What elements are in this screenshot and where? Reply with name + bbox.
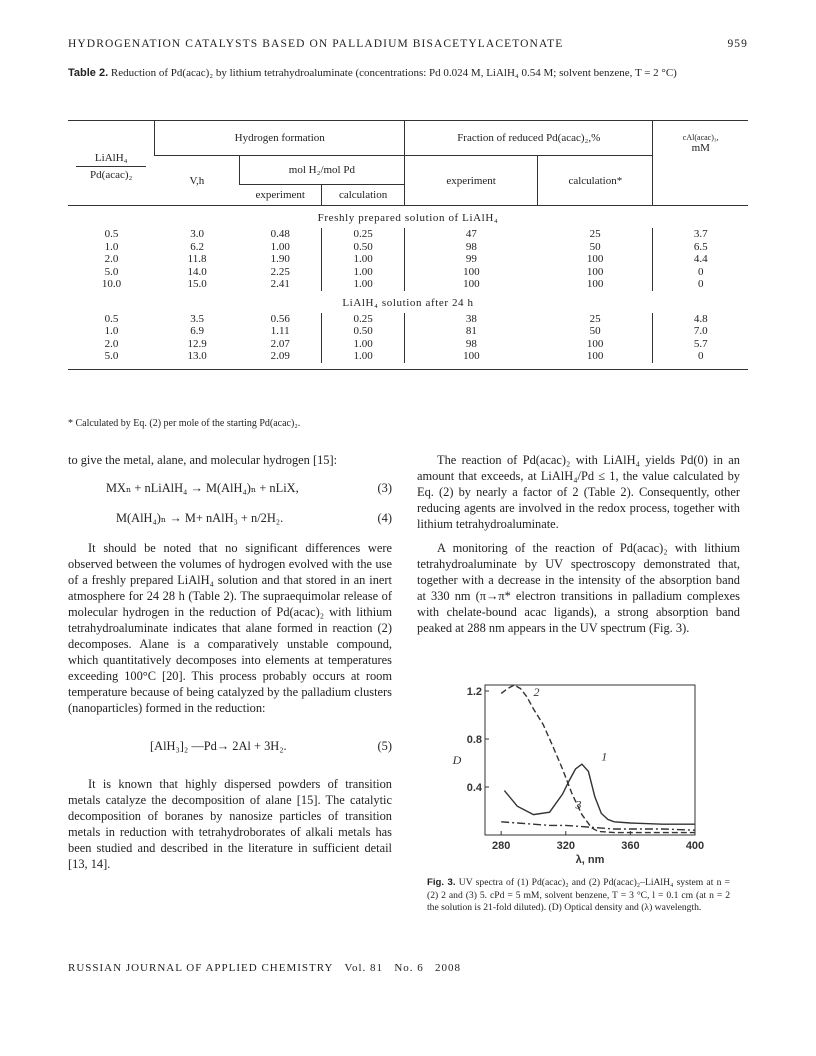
table-caption-text: Reduction of Pd(acac)₂ by lithium tetrahydroaluminate (concentrations: Pd 0.024 M, LiAlH₄ 0.54 M; solvent benzene, T = 2 °C) xyxy=(110,67,677,79)
equation-4 xyxy=(116,510,392,526)
table-cell: 3.5 xyxy=(190,312,204,325)
header-ratio-denominator: Pd(acac)₂ xyxy=(90,168,133,181)
equation-4-number: (4) xyxy=(377,511,392,525)
header-ratio xyxy=(68,121,155,206)
footer-issue: No. 6 xyxy=(394,962,424,974)
table-cell: 1.00 xyxy=(322,278,405,291)
right-column xyxy=(417,452,740,636)
table-row xyxy=(68,278,748,291)
x-tick-label: 280 xyxy=(491,840,511,852)
y-axis-label: D xyxy=(452,753,462,767)
table-cell: 1.00 xyxy=(322,338,405,351)
table-cell: 2.0 xyxy=(104,337,119,350)
table-cell: 99 xyxy=(405,253,538,266)
table-cell: 0 xyxy=(653,278,748,291)
x-tick-label: 400 xyxy=(685,840,705,852)
table-cell: 3.7 xyxy=(653,228,748,241)
table-cell: 0.56 xyxy=(270,312,290,325)
table-cell: 0.50 xyxy=(322,241,405,254)
table-cell: 0.48 xyxy=(270,228,290,240)
y-tick-label: 1.2 xyxy=(466,686,482,698)
figure-caption xyxy=(427,877,730,915)
table-cell: 50 xyxy=(589,240,601,253)
table-cell: 6.9 xyxy=(190,325,204,337)
page-number: 959 xyxy=(727,38,748,50)
table-cell: 1.11 xyxy=(270,325,290,337)
curve-label-2: 2 xyxy=(533,684,540,699)
table-cell: 4.4 xyxy=(653,253,748,266)
spectrum-curve-2 xyxy=(501,685,695,833)
table-cell: 0 xyxy=(653,350,748,363)
header-mol-experiment: experiment xyxy=(255,189,305,201)
table-cell: 3.0 xyxy=(190,228,204,240)
table-cell: 98 xyxy=(405,241,538,254)
footer-journal: RUSSIAN JOURNAL OF APPLIED CHEMISTRY xyxy=(68,962,334,974)
header-conc-symbol: cAl(acac)₃, xyxy=(682,133,719,142)
journal-footer xyxy=(68,962,461,974)
table-cell: 25 xyxy=(589,228,601,240)
table-cell: 2.07 xyxy=(270,337,290,350)
equation-5-text: [AlH₃]₂ —Pd→ 2Al + 3H₂. xyxy=(150,739,287,753)
table-cell: 6.2 xyxy=(190,240,204,253)
curve-label-1: 1 xyxy=(601,749,608,764)
table-row xyxy=(68,266,748,279)
table-cell: 100 xyxy=(405,266,538,279)
x-tick-label: 320 xyxy=(556,840,575,852)
y-tick-label: 0.8 xyxy=(466,734,482,746)
table-cell: 5.7 xyxy=(653,338,748,351)
equation-5 xyxy=(150,738,392,754)
rows-fresh xyxy=(68,228,748,291)
running-title: HYDROGENATION CATALYSTS BASED ON PALLADIUM BISACETYLACETONATE xyxy=(68,38,564,50)
table-row xyxy=(68,313,748,326)
header-hydrogen-formation: Hydrogen formation xyxy=(155,121,405,156)
table-cell: 0 xyxy=(653,266,748,279)
footer-year: 2008 xyxy=(435,962,462,974)
table-cell: 0.5 xyxy=(104,228,119,240)
table-cell: 1.00 xyxy=(322,253,405,266)
table-cell: 81 xyxy=(405,325,538,338)
table-cell: 5.0 xyxy=(104,350,119,362)
rows-aged xyxy=(68,313,748,363)
header-volume: V,​h xyxy=(189,174,205,187)
x-tick-label: 360 xyxy=(621,840,640,852)
left-paragraph-2: It should be noted that no significant differences were observed between the volumes of hydrogen evolved with the use of a freshly prepared LiAlH₄ solution and that stored in an inert atmosphere for 24 28 h (Table 2). The supraequimolar release of molecular hydrogen in the reduction of Pd(acac)₂ with lithium tetrahydroaluminate indicates that alane formed in reaction (2) decomposes. Alane is a comparatively unstable compound, which quantitatively decomposes into elements at temperatures exceeding 100°C [20]. This process probably occurs at room temperature because of being catalyzed by the palladium clusters (nanoparticles) formed in the reduction: xyxy=(68,541,392,715)
spectrum-curve-3 xyxy=(501,822,695,830)
equation-4-text: M(AlH₄)ₙ → M+ nAlH₃ + n/2H₂. xyxy=(116,511,284,525)
header-conc-unit: mM xyxy=(691,142,710,154)
table-cell: 14.0 xyxy=(187,265,207,278)
table-cell: 0.5 xyxy=(104,312,119,325)
section-title-aged: LiAlH₄ solution after 24 h xyxy=(342,296,474,309)
curve-label-3: 3 xyxy=(575,797,582,812)
header-fraction-reduced: Fraction of reduced Pd(acac)₂,% xyxy=(405,121,653,156)
running-head xyxy=(68,38,748,50)
figure-label: Fig. 3. xyxy=(427,877,456,888)
table-cell: 100 xyxy=(405,350,538,363)
left-column xyxy=(68,452,392,872)
table-header-row1 xyxy=(68,121,748,156)
table-cell: 1.0 xyxy=(104,325,119,337)
table-cell: 100 xyxy=(586,278,604,290)
table-cell: 50 xyxy=(589,325,601,337)
left-paragraph-1: to give the metal, alane, and molecular hydrogen [15]: xyxy=(68,453,338,467)
table-cell: 13.0 xyxy=(187,350,207,362)
equation-3-number: (3) xyxy=(377,481,392,495)
left-paragraph-3: It is known that highly dispersed powders of transition metals catalyze the decomposition of alane [15]. The catalytic decomposition of boranes by nanosize particles of transition metals in reduction with tetrahydroborates of alkali metals has been studied and described in the literature in sufficient detail [13, 14]. xyxy=(68,777,392,871)
table-cell: 2.09 xyxy=(270,350,290,362)
table-cell: 0.25 xyxy=(322,228,405,241)
equation-3-text: MXₙ + nLiAlH₄ → M(AlH₄)ₙ + nLiX, xyxy=(106,481,299,495)
table-cell: 100 xyxy=(586,253,604,265)
table-cell: 6.5 xyxy=(653,241,748,254)
table-cell: 100 xyxy=(586,265,604,278)
table-row xyxy=(68,253,748,266)
table-cell: 98 xyxy=(405,338,538,351)
table-cell: 4.8 xyxy=(653,313,748,326)
table-cell: 47 xyxy=(405,228,538,241)
header-ratio-numerator: LiAlH₄ xyxy=(76,152,146,167)
table-bottom-rule xyxy=(68,363,748,370)
section-row-aged xyxy=(68,291,748,313)
y-tick-label: 0.4 xyxy=(466,782,482,794)
table-cell: 1.90 xyxy=(270,253,290,265)
table-cell: 1.0 xyxy=(104,240,119,253)
table-row xyxy=(68,338,748,351)
x-axis-label: λ, nm xyxy=(575,854,605,866)
table-row xyxy=(68,241,748,254)
table-cell: 2.25 xyxy=(270,265,290,278)
header-fraction-calculation: calculation* xyxy=(538,156,653,206)
header-fraction-experiment: experiment xyxy=(405,156,538,206)
data-table xyxy=(68,120,748,370)
header-concentration xyxy=(653,121,748,206)
table-cell: 1.00 xyxy=(322,350,405,363)
table-header-row2 xyxy=(68,156,748,185)
table-label: Table 2. xyxy=(68,67,109,79)
table-cell: 0.50 xyxy=(322,325,405,338)
spectrum-curve-1 xyxy=(504,764,695,824)
table-row xyxy=(68,228,748,241)
equation-5-number: (5) xyxy=(377,739,392,753)
table-cell: 15.0 xyxy=(187,278,207,290)
table-cell: 2.41 xyxy=(270,278,290,290)
section-title-fresh: Freshly prepared solution of LiAlH₄ xyxy=(317,212,499,224)
section-row-fresh xyxy=(68,206,748,229)
table-cell: 1.00 xyxy=(270,240,290,253)
uv-spectrum-chart xyxy=(430,675,730,875)
table-row xyxy=(68,325,748,338)
figure-caption-text: UV spectra of (1) Pd(acac)₂ and (2) Pd(acac)₂–LiAlH₄ system at n = (2) 2 and (3) 5. cPd = 5 mM, solvent benzene, T = 3 °C, l = 0.1 cm (at n = 2 the solution is 21-fold diluted). (D) Optical density and (λ) wavelength. xyxy=(427,877,730,913)
right-paragraph-1: The reaction of Pd(acac)₂ with LiAlH₄ yields Pd(0) in an amount that exceeds, at LiAlH₄/Pd ≤ 1, the value calculated by Eq. (2) by nearly a factor of 2 (Table 2). Consequently, other reducing agents are involved in the redox process, together with lithium tetrahydroaluminate. xyxy=(417,453,740,531)
table-cell: 1.00 xyxy=(322,266,405,279)
table-cell: 0.25 xyxy=(322,313,405,326)
header-mol-calculation: calculation xyxy=(322,185,405,206)
table-row xyxy=(68,350,748,363)
table-caption xyxy=(68,66,748,80)
table-cell: 25 xyxy=(589,312,601,325)
table-footnote: * Calculated by Eq. (2) per mole of the starting Pd(acac)₂. xyxy=(68,418,301,429)
footer-volume: Vol. 81 xyxy=(344,962,384,974)
table-cell: 5.0 xyxy=(104,265,119,278)
table-cell: 7.0 xyxy=(653,325,748,338)
table-cell: 100 xyxy=(586,337,604,350)
table-cell: 38 xyxy=(405,313,538,326)
table-cell: 2.0 xyxy=(104,253,119,265)
header-mol-ratio: mol H₂/mol Pd xyxy=(239,156,404,185)
table-cell: 12.9 xyxy=(187,337,207,350)
table-cell: 100 xyxy=(405,278,538,291)
table-cell: 10.0 xyxy=(101,278,122,290)
table-cell: 11.8 xyxy=(187,253,207,265)
table-cell: 100 xyxy=(586,350,604,362)
plot-frame xyxy=(485,685,695,835)
right-paragraph-2: A monitoring of the reaction of Pd(acac)₂ with lithium tetrahydroaluminate by UV spectroscopy demonstrated that, together with a decrease in the intensity of the absorption band at 330 nm (π→π* electron transitions in palladium complexes with chelate-bound acac ligands), a strong absorption band peaked at 288 nm appears in the UV spectrum (Fig. 3). xyxy=(417,541,740,635)
equation-3 xyxy=(106,480,392,496)
